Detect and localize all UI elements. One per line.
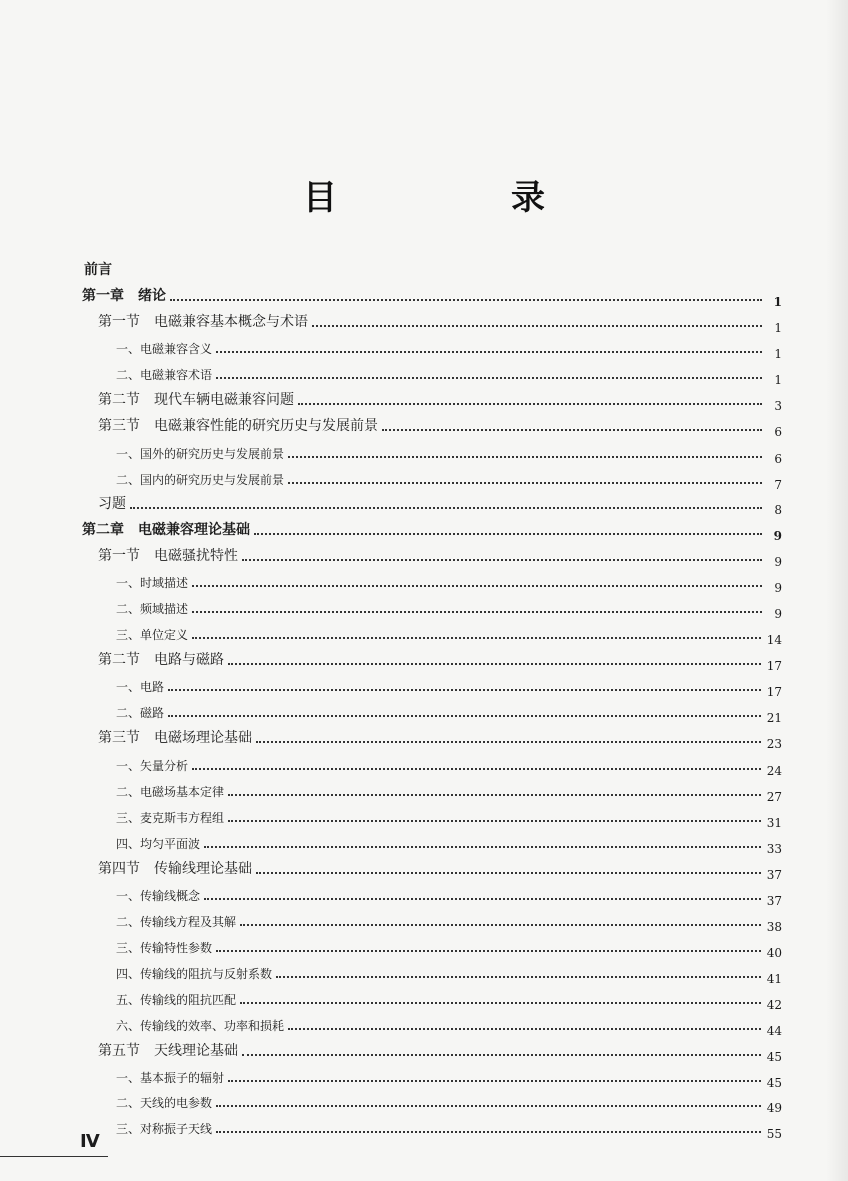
toc-entry-title: 第四节 传输线理论基础 bbox=[98, 861, 252, 877]
toc-leader-dots bbox=[254, 519, 762, 535]
toc-entry[interactable] bbox=[98, 413, 782, 439]
toc-leader-dots bbox=[192, 571, 762, 587]
toc-entry-title: 三、麦克斯韦方程组 bbox=[116, 811, 225, 825]
toc-entry-title: 前言 bbox=[84, 262, 112, 278]
toc-leader-dots bbox=[288, 468, 762, 484]
toc-leader-dots bbox=[204, 884, 761, 900]
page-number: Ⅳ bbox=[80, 1131, 100, 1152]
toc-entry-page: 49 bbox=[766, 1101, 782, 1115]
toc-entry-title: 第二节 电路与磁路 bbox=[98, 652, 224, 668]
toc-entry-title: 二、电磁场基本定律 bbox=[116, 785, 225, 799]
toc-entry-title: 二、国内的研究历史与发展前景 bbox=[116, 473, 285, 487]
toc-leader-dots bbox=[288, 442, 762, 458]
toc-entry-page: 33 bbox=[766, 842, 782, 856]
toc-entry[interactable] bbox=[116, 466, 782, 492]
toc-leader-dots bbox=[170, 285, 762, 301]
toc-entry-title: 二、天线的电参数 bbox=[116, 1096, 213, 1110]
toc-entry[interactable] bbox=[116, 673, 782, 699]
toc-entry[interactable] bbox=[116, 908, 782, 934]
toc-entry-page: 31 bbox=[766, 816, 782, 830]
toc-entry[interactable] bbox=[98, 647, 782, 673]
toc-entry[interactable] bbox=[116, 1012, 782, 1038]
toc-entry-page: 1 bbox=[774, 347, 782, 361]
toc-leader-dots bbox=[216, 1091, 761, 1107]
toc-entry-title: 第二章 电磁兼容理论基础 bbox=[82, 522, 250, 538]
toc-entry-title: 一、电路 bbox=[116, 680, 165, 694]
toc-entry-title: 一、时域描述 bbox=[116, 576, 189, 590]
toc-leader-dots bbox=[192, 754, 761, 770]
toc-entry-page: 9 bbox=[774, 581, 782, 595]
toc-entry-title: 一、基本振子的辐射 bbox=[116, 1071, 225, 1085]
toc-entry[interactable] bbox=[116, 882, 782, 908]
toc-entry-title: 三、单位定义 bbox=[116, 628, 189, 642]
toc-entry-page: 41 bbox=[766, 972, 782, 986]
toc-entry[interactable] bbox=[116, 699, 782, 725]
toc-entry-title: 第五节 天线理论基础 bbox=[98, 1043, 238, 1059]
toc-leader-dots bbox=[192, 597, 762, 613]
toc-entry[interactable] bbox=[116, 1064, 782, 1090]
toc-entry[interactable] bbox=[116, 569, 782, 595]
toc-leader-dots bbox=[130, 493, 762, 509]
toc-leader-dots bbox=[242, 1040, 761, 1056]
toc-entry-page: 44 bbox=[766, 1024, 782, 1038]
toc-entry[interactable] bbox=[98, 491, 782, 517]
toc-leader-dots bbox=[192, 623, 761, 639]
toc-entry-title: 二、频域描述 bbox=[116, 602, 189, 616]
toc-leader-dots bbox=[216, 936, 761, 952]
toc-entry[interactable] bbox=[116, 440, 782, 466]
toc-entry-page: 38 bbox=[766, 920, 782, 934]
toc-entry-page: 21 bbox=[766, 711, 782, 725]
toc-entry-page: 24 bbox=[766, 764, 782, 778]
toc-entry[interactable] bbox=[98, 387, 782, 413]
footer-rule bbox=[0, 1156, 108, 1157]
toc-leader-dots bbox=[298, 389, 762, 405]
toc-entry[interactable] bbox=[116, 960, 782, 986]
toc-leader-dots bbox=[240, 988, 761, 1004]
toc-entry[interactable] bbox=[116, 986, 782, 1012]
toc-entry-page: 37 bbox=[766, 868, 782, 882]
toc-leader-dots bbox=[312, 311, 762, 327]
toc-entry-title: 四、传输线的阻抗与反射系数 bbox=[116, 967, 273, 981]
toc-entry-title: 三、对称振子天线 bbox=[116, 1122, 213, 1136]
toc-leader-dots bbox=[256, 858, 761, 874]
toc-leader-dots bbox=[242, 545, 762, 561]
toc-leader-dots bbox=[228, 780, 761, 796]
toc-entry[interactable] bbox=[116, 830, 782, 856]
toc-entry-page: 37 bbox=[766, 894, 782, 908]
toc-entry-page: 27 bbox=[766, 790, 782, 804]
toc-entry-title: 三、传输特性参数 bbox=[116, 941, 213, 955]
toc-entry-page: 9 bbox=[773, 529, 782, 543]
toc-entry[interactable] bbox=[116, 778, 782, 804]
toc-entry-title: 第三节 电磁兼容性能的研究历史与发展前景 bbox=[98, 418, 378, 434]
toc-entry-page: 7 bbox=[774, 478, 782, 492]
toc-leader-dots bbox=[288, 1014, 761, 1030]
toc-entry[interactable] bbox=[98, 1038, 782, 1064]
toc-entry[interactable] bbox=[116, 1089, 782, 1115]
toc-leader-dots bbox=[240, 910, 761, 926]
toc-entry-page: 1 bbox=[773, 295, 782, 309]
toc-entry-title: 一、国外的研究历史与发展前景 bbox=[116, 447, 285, 461]
toc-entry-page: 1 bbox=[774, 373, 782, 387]
toc-leader-dots bbox=[168, 701, 761, 717]
toc-entry-page: 55 bbox=[766, 1127, 782, 1141]
toc-entry-title: 一、传输线概念 bbox=[116, 889, 201, 903]
toc-entry-page: 17 bbox=[766, 659, 782, 673]
toc-entry-title: 第二节 现代车辆电磁兼容问题 bbox=[98, 392, 294, 408]
toc-entry-title: 一、电磁兼容含义 bbox=[116, 342, 213, 356]
toc-entry-page: 8 bbox=[774, 503, 782, 517]
toc-leader-dots bbox=[256, 727, 761, 743]
toc-entry-title: 四、均匀平面波 bbox=[116, 837, 201, 851]
toc-entry-title: 二、传输线方程及其解 bbox=[116, 915, 237, 929]
toc-leader-dots bbox=[216, 363, 762, 379]
toc-entry[interactable] bbox=[116, 621, 782, 647]
toc-entry-title: 第一节 电磁兼容基本概念与术语 bbox=[98, 314, 308, 330]
toc-entry-page: 40 bbox=[766, 946, 782, 960]
toc-entry[interactable] bbox=[82, 283, 782, 309]
toc-entry[interactable] bbox=[116, 1115, 782, 1141]
toc-leader-dots bbox=[382, 415, 762, 431]
toc-entry[interactable] bbox=[82, 517, 782, 543]
toc-leader-dots bbox=[228, 649, 761, 665]
toc-entry-title: 第一节 电磁骚扰特性 bbox=[98, 548, 238, 564]
page-title: 目 录 bbox=[303, 178, 615, 218]
page-edge-shadow bbox=[826, 0, 848, 1181]
toc-entry-page: 42 bbox=[766, 998, 782, 1012]
toc-entry-page: 9 bbox=[774, 555, 782, 569]
toc-entry[interactable] bbox=[98, 309, 782, 335]
toc-entry-title: 一、矢量分析 bbox=[116, 759, 189, 773]
toc-entry[interactable] bbox=[116, 361, 782, 387]
toc-entry[interactable] bbox=[84, 257, 782, 279]
toc-entry-title: 二、电磁兼容术语 bbox=[116, 368, 213, 382]
toc-entry-page: 1 bbox=[774, 321, 782, 335]
toc-entry-page: 17 bbox=[766, 685, 782, 699]
toc-entry-title: 五、传输线的阻抗匹配 bbox=[116, 993, 237, 1007]
toc-entry-title: 六、传输线的效率、功率和损耗 bbox=[116, 1019, 285, 1033]
toc-leader-dots bbox=[228, 1066, 761, 1082]
toc-entry[interactable] bbox=[116, 595, 782, 621]
toc-entry-title: 习题 bbox=[98, 496, 126, 512]
toc-entry-page: 45 bbox=[766, 1050, 782, 1064]
toc-entry-page: 9 bbox=[774, 607, 782, 621]
toc-entry-page: 14 bbox=[766, 633, 782, 647]
toc-entry[interactable] bbox=[98, 856, 782, 882]
toc-entry-page: 6 bbox=[774, 425, 782, 439]
toc-entry-title: 第一章 绪论 bbox=[82, 288, 166, 304]
toc-entry-page: 23 bbox=[766, 737, 782, 751]
toc-entry[interactable] bbox=[98, 543, 782, 569]
toc-leader-dots bbox=[216, 1117, 761, 1133]
toc-entry[interactable] bbox=[116, 934, 782, 960]
toc-entry[interactable] bbox=[116, 335, 782, 361]
toc-leader-dots bbox=[216, 337, 762, 353]
toc-entry-page: 45 bbox=[766, 1076, 782, 1090]
toc-entry-title: 二、磁路 bbox=[116, 706, 165, 720]
toc-entry[interactable] bbox=[98, 725, 782, 751]
toc-entry-title: 第三节 电磁场理论基础 bbox=[98, 730, 252, 746]
toc-entry-page: 6 bbox=[774, 452, 782, 466]
toc-leader-dots bbox=[204, 832, 761, 848]
toc-entry-page: 3 bbox=[774, 399, 782, 413]
toc-leader-dots bbox=[168, 675, 761, 691]
toc-entry[interactable] bbox=[116, 752, 782, 778]
toc-leader-dots bbox=[228, 806, 761, 822]
toc-leader-dots bbox=[276, 962, 761, 978]
toc-entry[interactable] bbox=[116, 804, 782, 830]
